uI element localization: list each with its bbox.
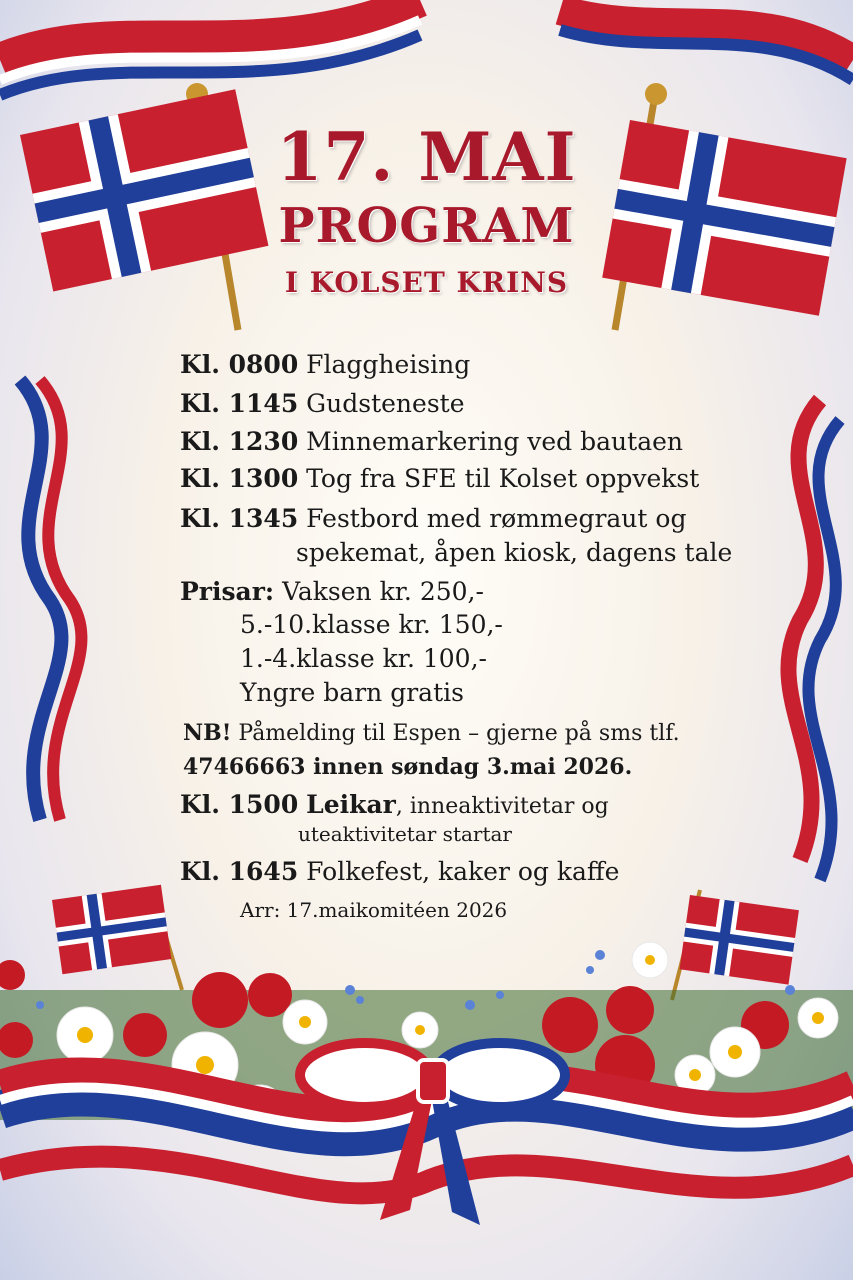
program-text: Tog fra SFE til Kolset oppvekst xyxy=(306,464,700,493)
program-time: Kl. 1500 xyxy=(180,790,299,819)
program-time: Kl. 1230 xyxy=(180,427,299,456)
program-time: Kl. 0800 xyxy=(180,350,299,379)
program-item xyxy=(180,504,686,533)
prices xyxy=(180,577,484,606)
program-item xyxy=(180,350,470,379)
program-text: Flaggheising xyxy=(306,350,471,379)
program-time: Kl. 1145 xyxy=(180,389,299,418)
prices-label: Prisar: xyxy=(180,577,275,606)
program-item xyxy=(180,857,619,886)
nb-label: NB! xyxy=(183,720,232,746)
note-text: Påmelding til Espen – gjerne på sms tlf. xyxy=(238,721,680,746)
program-text: Gudsteneste xyxy=(306,389,465,418)
title-location: I KOLSET KRINS xyxy=(284,266,569,299)
organizer: Arr: 17.maikomitéen 2026 xyxy=(240,898,508,922)
program-text: Minnemarkering ved bautaen xyxy=(306,427,683,456)
program-item xyxy=(180,790,609,819)
program-text-continued: spekemat, åpen kiosk, dagens tale xyxy=(296,538,733,567)
program-time: Kl. 1345 xyxy=(180,504,299,533)
price-row: 5.-10.klasse kr. 150,- xyxy=(240,610,503,639)
registration-note xyxy=(183,720,680,746)
title-program: PROGRAM xyxy=(278,198,575,254)
price-row: Yngre barn gratis xyxy=(240,678,464,707)
program-time: Kl. 1645 xyxy=(180,857,299,886)
note-phone-deadline: 47466663 innen søndag 3.mai 2026. xyxy=(183,754,633,780)
program-text: Festbord med rømmegraut og xyxy=(306,504,687,533)
program-item xyxy=(180,464,699,493)
program-text: , inneaktivitetar og xyxy=(395,794,609,819)
program-time: Kl. 1300 xyxy=(180,464,299,493)
title-date: 17. MAI xyxy=(276,118,577,196)
program-item xyxy=(180,427,683,456)
program-item xyxy=(180,389,465,418)
program-text-continued: uteaktivitetar startar xyxy=(298,822,512,846)
price-row: 1.-4.klasse kr. 100,- xyxy=(240,644,487,673)
program-text: Folkefest, kaker og kaffe xyxy=(306,857,620,886)
price-row: Vaksen kr. 250,- xyxy=(282,577,484,606)
program-activity: Leikar xyxy=(306,790,396,819)
